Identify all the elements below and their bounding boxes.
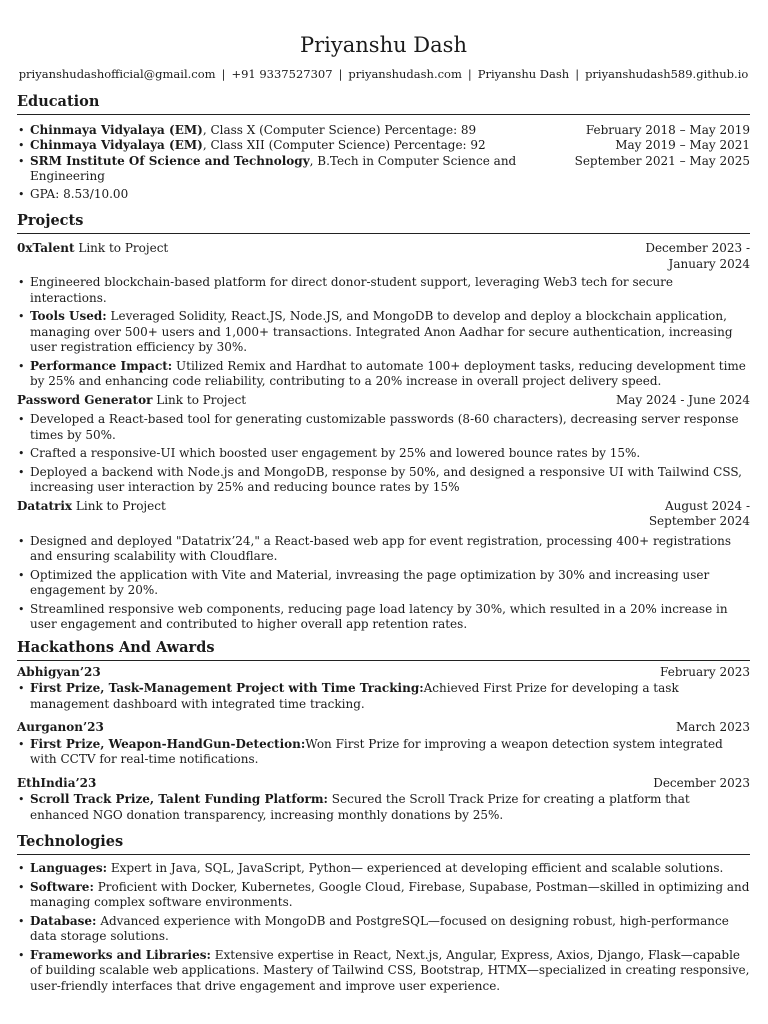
project-header <box>17 499 750 530</box>
event-date: March 2023 <box>676 720 750 734</box>
github-link[interactable]: priyanshudash589.github.io <box>585 67 749 81</box>
tech-bullet <box>17 948 750 995</box>
project-name: Password Generator <box>17 392 153 407</box>
bullet-text: Won First Prize for improving a weapon detection system integrated with CCTV for real-time notifications. <box>30 736 723 766</box>
award-header <box>17 720 750 736</box>
bullet-text: Proficient with Docker, Kubernetes, Google Cloud, Firebase, Supabase, Postman—skilled in optimizing and managing complex software environments. <box>30 879 750 909</box>
linkedin-link[interactable]: Priyanshu Dash <box>477 67 570 81</box>
tech-bullet <box>17 880 750 911</box>
project-bullet <box>17 446 750 462</box>
education-detail: , Class X (Computer Science) Percentage: 89 <box>202 122 477 137</box>
project-header <box>17 241 750 272</box>
bullet-text: Expert in Java, SQL, JavaScript, Python— experienced at developing efficient and scalable solutions. <box>107 861 724 875</box>
bullet-text: Crafted a responsive-UI which boosted user engagement by 25% and lowered bounce rates by 15%. <box>30 446 641 460</box>
bullet-text: Extensive expertise in React, Next.js, Angular, Express, Axios, Django, Flask—capable of building scalable web applications. Mastery of Tailwind CSS, Bootstrap, HTMX—specialized in creating responsive, user-friendly interfaces that drive engagement and improve user experience. <box>30 947 750 993</box>
bullet-label: First Prize, Weapon-HandGun-Detection: <box>30 736 306 751</box>
event-date: December 2023 <box>653 775 750 790</box>
education-detail: , Class XII (Computer Science) Percentage: 92 <box>202 138 486 152</box>
separator: | <box>467 67 472 81</box>
project-header <box>17 393 750 409</box>
project-date: May 2024 - June 2024 <box>616 392 750 407</box>
section-title-awards: Hackathons And Awards <box>17 639 750 661</box>
bullet-text: Optimized the application with Vite and Material, invreasing the page optimization by 30% and increasing user engagement by 20%. <box>30 567 710 597</box>
project-date: August 2024 - September 2024 <box>648 498 750 528</box>
project-bullet <box>17 602 750 633</box>
email-link[interactable]: priyanshudashofficial@gmail.com <box>18 67 216 81</box>
bullet-label: Frameworks and Libraries: <box>30 947 211 962</box>
separator: | <box>575 67 580 81</box>
bullet-label: Languages: <box>30 861 108 875</box>
award-bullet <box>17 792 750 823</box>
project-bullet <box>17 359 750 390</box>
bullet-text: Secured the Scroll Track Prize for creating a platform that enhanced NGO donation transparency, increasing monthly donations by 25%. <box>30 792 690 822</box>
project-bullet <box>17 465 750 496</box>
bullet-label: Software: <box>30 879 94 894</box>
award-header <box>17 776 750 792</box>
education-item <box>17 154 750 185</box>
education-date: September 2021 – May 2025 <box>574 153 750 168</box>
contact-line <box>17 67 750 83</box>
section-title-projects: Projects <box>17 212 750 234</box>
section-title-technologies: Technologies <box>17 833 750 855</box>
award-bullet <box>17 737 750 768</box>
event-date: February 2023 <box>660 664 750 679</box>
education-item <box>17 123 750 139</box>
project-bullet <box>17 568 750 599</box>
project-link[interactable]: Link to Project <box>156 392 247 407</box>
project-bullet <box>17 534 750 565</box>
tech-bullet <box>17 861 750 877</box>
award-bullet <box>17 681 750 712</box>
section-title-education: Education <box>17 93 750 115</box>
bullet-text: Deployed a backend with Node.js and MongoDB, response by 50%, and designed a responsive UI with Tailwind CSS, increasing user interaction by 25% and reducing bounce rates by 15% <box>30 464 742 494</box>
website-link[interactable]: priyanshudash.com <box>348 67 462 81</box>
gpa-item: • GPA: 8.53/10.00 <box>17 187 750 203</box>
bullet-label: First Prize, Task-Management Project with Time Tracking: <box>30 681 424 695</box>
bullet-text: Developed a React-based tool for generating customizable passwords (8-60 characters), decreasing server response times by 50%. <box>30 412 739 442</box>
phone-text: +91 9337527307 <box>231 67 333 81</box>
school-name: Chinmaya Vidyalaya (EM) <box>30 122 203 137</box>
resume-page <box>17 30 750 997</box>
bullet-label: Tools Used: <box>30 309 107 323</box>
award-header <box>17 665 750 681</box>
education-section <box>17 93 750 203</box>
resume-name: Priyanshu Dash <box>300 33 467 57</box>
bullet-text: Engineered blockchain-based platform for direct donor-student support, leveraging Web3 tech for secure interactions. <box>30 275 674 305</box>
project-link[interactable]: Link to Project <box>75 498 166 513</box>
bullet-text: Streamlined responsive web components, reducing page load latency by 30%, which resulted in a 20% increase in user engagement and contributed to higher overall app retention rates. <box>30 601 728 631</box>
event-name: EthIndia’23 <box>17 775 97 790</box>
bullet-text: Advanced experience with MongoDB and PostgreSQL—focused on designing robust, high-performance data storage solutions. <box>30 913 729 943</box>
education-detail: , B.Tech in Computer Science and Engineering <box>30 153 517 183</box>
education-date: May 2019 – May 2021 <box>615 138 750 152</box>
technologies-section <box>17 833 750 994</box>
bullet-text: Achieved First Prize for developing a task management dashboard with integrated time tracking. <box>30 681 679 711</box>
projects-section <box>17 212 750 633</box>
bullet-label: Performance Impact: <box>30 358 173 373</box>
project-bullet <box>17 275 750 306</box>
event-name: Abhigyan’23 <box>17 664 101 679</box>
project-bullet <box>17 412 750 443</box>
project-link[interactable]: Link to Project <box>78 241 169 255</box>
education-item <box>17 138 750 154</box>
project-date: December 2023 - January 2024 <box>645 241 750 271</box>
bullet-text: Leveraged Solidity, React.JS, Node.JS, and MongoDB to develop and deploy a blockchain application, managing over 500+ users and 1,000+ transactions. Integrated Anon Aadhar for secure authentication, increasing user registration efficiency by 30%. <box>30 309 733 354</box>
separator: | <box>221 67 226 81</box>
awards-section <box>17 639 750 824</box>
separator: | <box>338 67 343 81</box>
project-bullet <box>17 309 750 356</box>
event-name: Aurganon’23 <box>17 720 104 734</box>
education-date: February 2018 – May 2019 <box>585 122 750 137</box>
bullet-label: Scroll Track Prize, Talent Funding Platform: <box>30 792 328 806</box>
project-name: 0xTalent <box>17 241 75 255</box>
school-name: Chinmaya Vidyalaya (EM) <box>30 138 203 152</box>
bullet-text: Utilized Remix and Hardhat to automate 100+ deployment tasks, reducing development time by 25% and enhancing code reliability, contributing to a 20% increase in overall project delivery speed. <box>30 358 746 388</box>
school-name: SRM Institute Of Science and Technology <box>30 153 310 168</box>
project-name: Datatrix <box>17 498 73 513</box>
tech-bullet <box>17 914 750 945</box>
bullet-label: Database: <box>30 913 97 928</box>
bullet-text: Designed and deployed "Datatrix’24," a React-based web app for event registration, processing 400+ registrations and ensuring scalability with Cloudflare. <box>30 533 731 563</box>
